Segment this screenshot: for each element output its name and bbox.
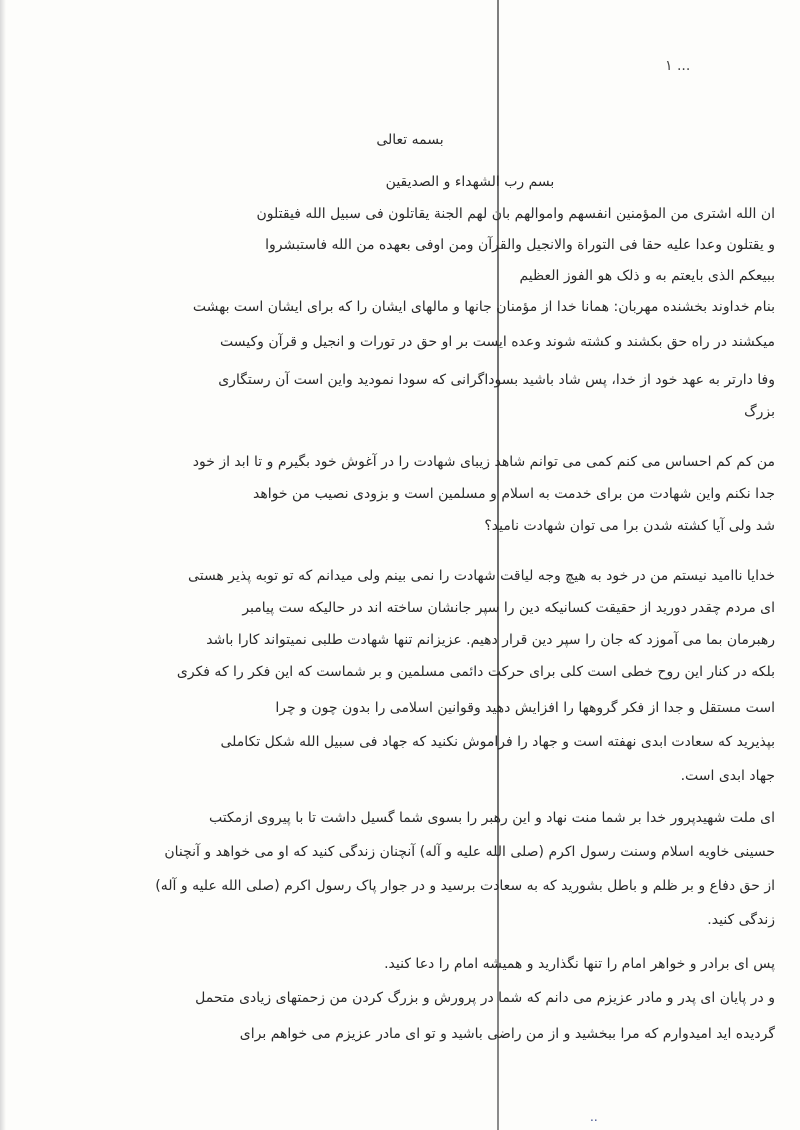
letter-line: از حق دفاع و بر ظلم و باطل بشورید که به سعادت برسید و در جوار پاک رسول اکرم (صلی الله علیه و آله) [155, 878, 775, 894]
letter-line: ای مردم چقدر دورید از حقیقت کسانیکه دین را سپر جانشان ساخته اند در حالیکه ست پیامبر [242, 600, 775, 616]
letter-body [40, 0, 775, 1130]
letter-line: بنام خداوند بخشنده مهربان: همانا خدا از مؤمنان جانها و مالهای ایشان را که برای ایشان است بهشت [192, 299, 775, 315]
letter-line: من کم کم احساس می کنم کمی می توانم شاهد زیبای شهادت را در آغوش خود بگیرم و تا ابد از خود [192, 454, 775, 470]
letter-line: بلکه در کنار این روح خطی است کلی برای حرکت دائمی مسلمین و بر شماست که این فکر را که فکری [176, 664, 775, 680]
letter-line: جهاد ابدی است. [680, 768, 775, 784]
letter-line: زندگی کنید. [707, 912, 775, 928]
letter-line: ان الله اشتری من المؤمنین انفسهم واموالهم بان لهم الجنة یقاتلون فی سبیل الله فیقتلون [256, 206, 775, 222]
page-number-mark: ۱ ... [665, 58, 691, 74]
letter-line: پس ای برادر و خواهر امام را تنها نگذارید و همیشه امام را دعا کنید. [384, 956, 775, 972]
page-edge-shadow [0, 0, 6, 1130]
letter-line: شد ولی آیا کشته شدن برا می توان شهادت نامید؟ [484, 518, 775, 534]
letter-line: خدایا ناامید نیستم من در خود به هیچ وجه لیاقت شهادت را نمی بینم ولی میدانم که تو توبه پذیر هستی [188, 568, 775, 584]
bismillah-heading: بسمه تعالی [376, 132, 444, 148]
letter-line: حسینی خاویه اسلام وسنت رسول اکرم (صلی الله علیه و آله) آنچنان زندگی کنید که او می خواهد و آنچنان [164, 844, 775, 860]
subtitle-heading: بسم رب الشهداء و الصدیقین [385, 174, 555, 190]
letter-line: است مستقل و جدا از فکر گروهها را افزایش دهید وقوانین اسلامی را بدون چون و چرا [275, 700, 775, 716]
letter-line: میکشند در راه حق بکشند و کشته شوند وعده ایست بر او حق در تورات و انجیل و قرآن وکیست [220, 334, 775, 350]
letter-line: بزرگ [744, 404, 775, 420]
letter-line: ای ملت شهیدپرور خدا بر شما منت نهاد و این رهبر را بسوی شما گسیل داشت تا با پیروی ازمکتب [208, 810, 775, 826]
letter-line: گردیده اید امیدوارم که مرا ببخشید و از من راضی باشید و تو ای مادر عزیزم می خواهم برای [239, 1026, 775, 1042]
letter-line: بپذیرید که سعادت ابدی نهفته است و جهاد را فراموش نکنید که جهاد فی سبیل الله شکل تکاملی [220, 734, 775, 750]
letter-line: و در پایان ای پدر و مادر عزیزم می دانم که شما در پرورش و بزرگ کردن من زحمتهای زیادی متحمل [195, 990, 775, 1006]
letter-line: جدا نکنم واین شهادت من برای خدمت به اسلام و مسلمین است و بزودی نصیب من خواهد [253, 486, 775, 502]
letter-line: و یقتلون وعدا علیه حقا فی التوراة والانجیل والقرآن ومن اوفی بعهده من الله فاستبشروا [265, 237, 775, 253]
letter-line: وفا دارتر به عهد خود از خدا، پس شاد باشید بسوداگرانی که سودا نمودید واین است آن رستگاری [218, 372, 775, 388]
letter-line: ببیعکم الذی بایعتم به و ذلک هو الفوز العظیم [519, 268, 775, 284]
letter-line: رهبرمان بما می آموزد که جان را سپر دین قرار دهیم. عزیزانم تنها شهادت طلبی نمیتواند کارا باشد [206, 632, 775, 648]
ink-scratch: .. [590, 1110, 598, 1124]
